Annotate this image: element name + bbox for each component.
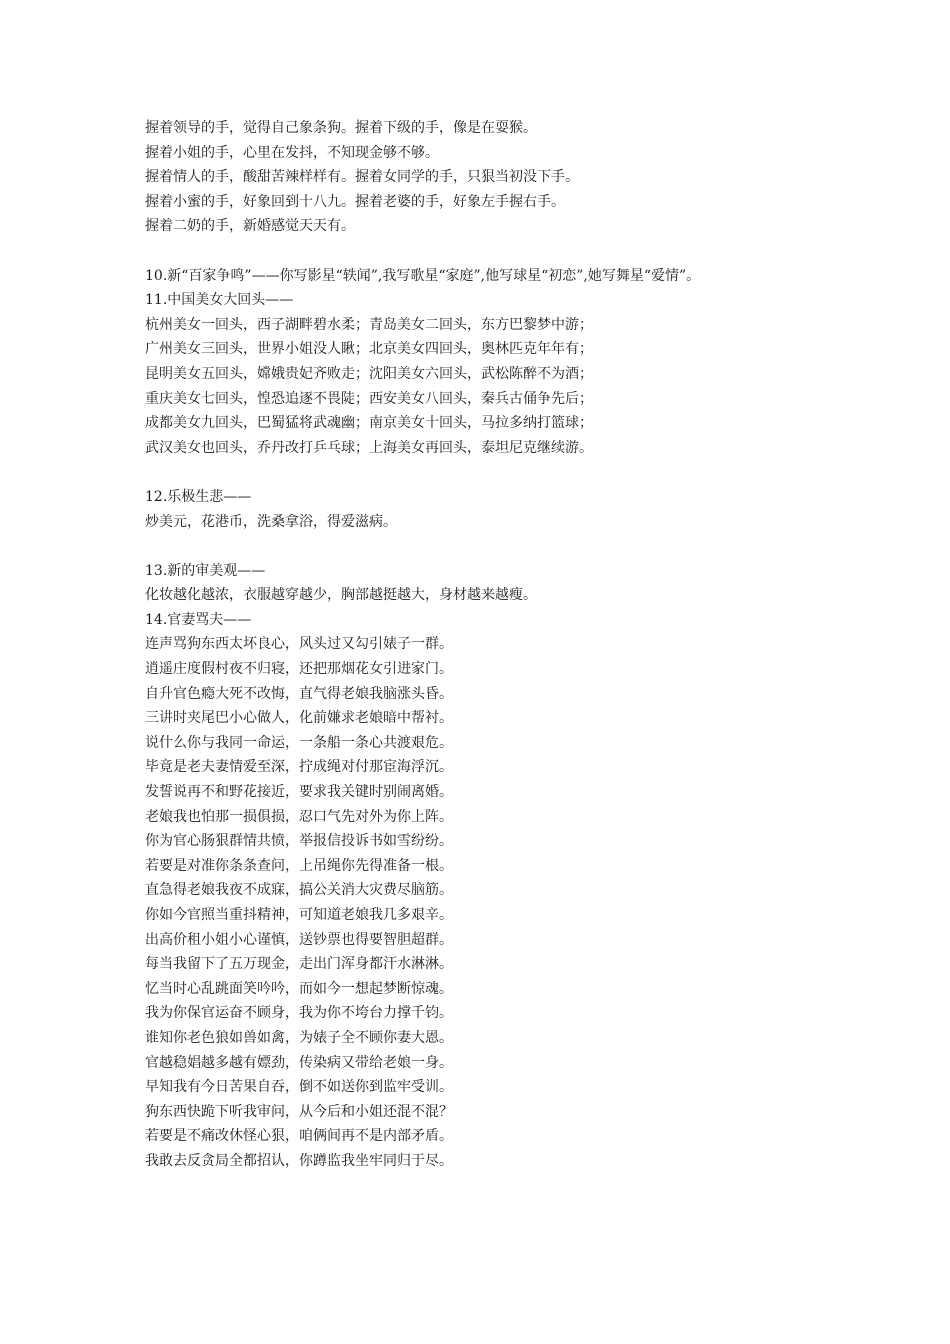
item-11-section [145,288,825,460]
verse-line: 杭州美女一回头，西子湖畔碧水柔；青岛美女二回头，东方巴黎梦中游； [145,316,593,333]
verse-line: 老娘我也怕那一损俱损，忍口气先对外为你上阵。 [145,808,453,825]
verse-line: 炒美元，花港币，洗桑拿浴，得爱滋病。 [145,513,397,530]
verse-line: 你为官心肠狠群情共愤，举报信投诉书如雪纷纷。 [145,833,453,850]
verse-line: 广州美女三回头，世界小姐没人瞅；北京美女四回头，奥林匹克年年有； [145,341,593,358]
verse-line: 逍遥庄度假村夜不归寝，还把那烟花女引进家门。 [145,661,453,678]
item-14-section [145,608,825,1174]
item-12-title: 12.乐极生悲—— [145,488,252,505]
item-10-text: 10.新“百家争鸣”——你写影星“轶闻”,我写歌星“家庭”,他写球星“初恋”,她写舞星“爱情”。 [145,267,701,284]
item-14-title: 14.官妻骂夫—— [145,611,252,628]
verse-line: 握着领导的手，觉得自己象条狗。握着下级的手，像是在耍猴。 [145,120,537,136]
verse-line: 握着情人的手，酸甜苦辣样样有。握着女同学的手，只狠当初没下手。 [145,169,579,186]
verse-line: 握着小姐的手，心里在发抖，不知现金够不够。 [145,144,439,161]
hands-verse [145,116,825,239]
verse-line: 你如今官照当重抖精神，可知道老娘我几多艰辛。 [145,907,453,923]
verse-line: 握着二奶的手，新婚感觉天天有。 [145,218,355,235]
verse-line: 早知我有今日苦果自吞，倒不如送你到监牢受训。 [145,1079,453,1096]
verse-line: 说什么你与我同一命运，一条船一条心共渡艰危。 [145,734,453,751]
verse-line: 若要是不痛改休怪心狠，咱俩间再不是内部矛盾。 [145,1128,453,1145]
item-12-section [145,485,825,534]
verse-line: 重庆美女七回头，惶恐追逐不畏陡；西安美女八回头，秦兵古俑争先后； [145,390,593,407]
paragraph-spacer [145,460,825,485]
verse-line: 官越稳娼越多越有嫖劲，传染病又带给老娘一身。 [145,1054,453,1071]
item-13-title: 13.新的审美观—— [145,562,266,579]
verse-line: 自升官色瘾大死不改悔，直气得老娘我脑涨头昏。 [145,685,453,702]
paragraph-spacer [145,534,825,559]
verse-line: 每当我留下了五万现金，走出门浑身都汗水淋淋。 [145,956,453,973]
verse-line: 我为你保官运奋不顾身，我为你不垮台力撑千钧。 [145,1005,453,1022]
verse-line: 直急得老娘我夜不成寐，搞公关消大灾费尽脑筋。 [145,882,453,899]
verse-line: 狗东西快跪下听我审问，从今后和小姐还混不混？ [145,1103,453,1120]
document-body [145,116,825,1174]
verse-line: 出高价租小姐小心谨慎，送钞票也得要智胆超群。 [145,931,453,948]
verse-line: 化妆越化越浓，衣服越穿越少，胸部越挺越大，身材越来越瘦。 [145,587,537,604]
verse-line: 谁知你老色狼如兽如禽，为婊子全不顾你妻大恩。 [145,1029,453,1046]
item-11-title: 11.中国美女大回头—— [145,292,294,309]
verse-line: 成都美女九回头，巴蜀猛将武魂幽；南京美女十回头，马拉多纳打篮球； [145,415,593,432]
item-13-section [145,559,825,608]
verse-line: 忆当时心乱跳面笑吟吟，而如今一想起梦断惊魂。 [145,980,453,997]
verse-line: 我敢去反贪局全都招认，你蹲监我坐牢同归于尽。 [145,1152,453,1169]
paragraph-spacer [145,239,825,264]
verse-line: 昆明美女五回头，嫦娥贵妃齐败走；沈阳美女六回头，武松陈醉不为酒； [145,365,593,382]
verse-line: 连声骂狗东西太坏良心，风头过又勾引婊子一群。 [145,636,453,653]
verse-line: 握着小蜜的手，好象回到十八九。握着老婆的手，好象左手握右手。 [145,193,565,210]
verse-line: 若要是对准你条条查问，上吊绳你先得准备一根。 [145,857,453,874]
verse-line: 三讲时夹尾巴小心做人，化前嫌求老娘暗中帮衬。 [145,710,453,727]
verse-line: 武汉美女也回头，乔丹改打乒乓球；上海美女再回头，泰坦尼克继续游。 [145,439,593,456]
verse-line: 毕竟是老夫妻情爱至深，拧成绳对付那宦海浮沉。 [145,759,453,776]
verse-line: 发誓说再不和野花接近，要求我关键时别闹离婚。 [145,784,453,801]
